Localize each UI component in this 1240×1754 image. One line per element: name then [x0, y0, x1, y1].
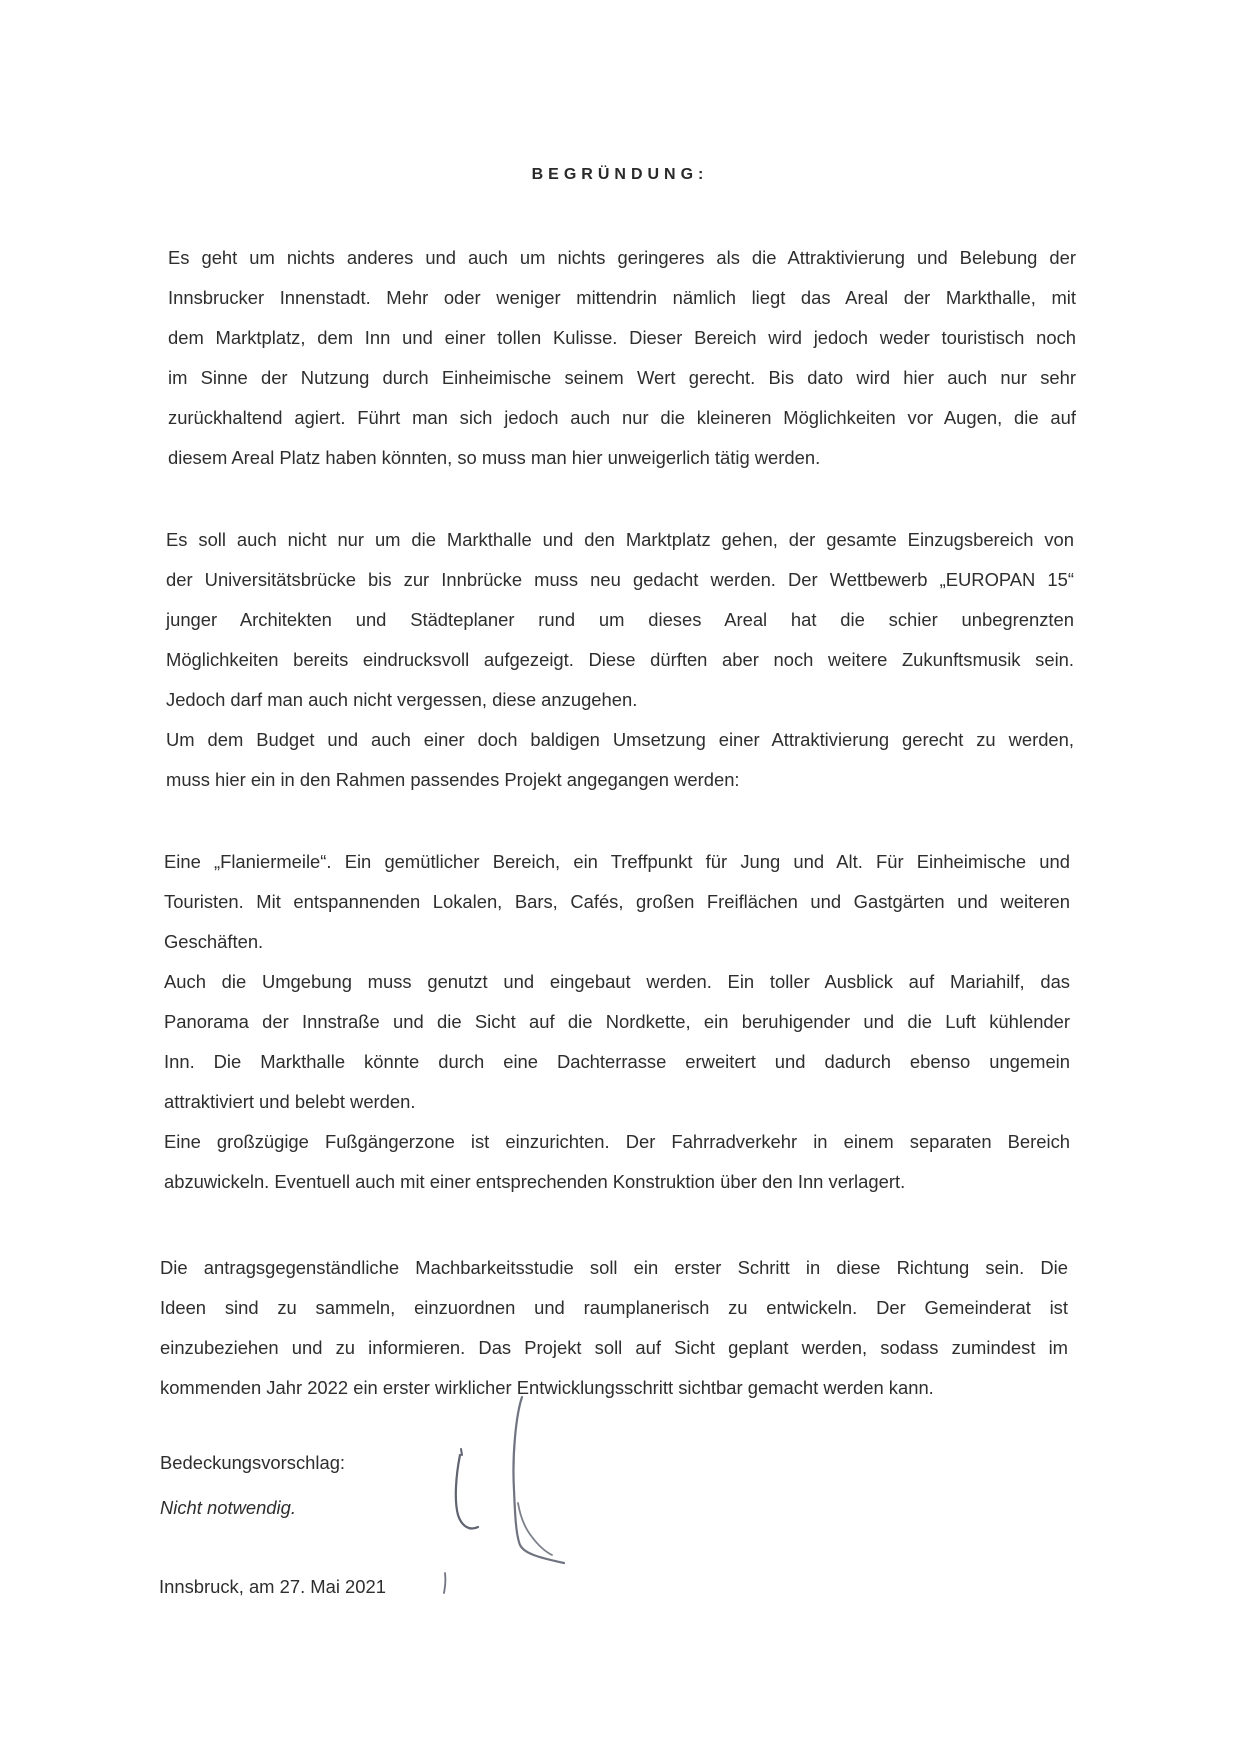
- paragraph-line: Es soll auch nicht nur um die Markthalle und den Marktplatz gehen, der gesamte Einzugsbereich von: [166, 529, 1074, 550]
- paragraph-line: Möglichkeiten bereits eindrucksvoll aufgezeigt. Diese dürften aber noch weitere Zukunftsmusik sein.: [166, 649, 1074, 670]
- paragraph-line: Jedoch darf man auch nicht vergessen, diese anzugehen.: [166, 689, 638, 710]
- paragraph-line: Die antragsgegenständliche Machbarkeitsstudie soll ein erster Schritt in diese Richtung sein. Die: [160, 1257, 1068, 1278]
- paragraph-line: muss hier ein in den Rahmen passendes Projekt angegangen werden:: [166, 769, 740, 790]
- paragraph-line: zurückhaltend agiert. Führt man sich jedoch auch nur die kleineren Möglichkeiten vor Augen, die auf: [168, 407, 1076, 428]
- paragraph-line: junger Architekten und Städteplaner rund um dieses Areal hat die schier unbegrenzten: [166, 609, 1074, 630]
- paragraph-1: [168, 238, 1076, 478]
- paragraph-line: Ideen sind zu sammeln, einzuordnen und raumplanerisch zu entwickeln. Der Gemeinderat ist: [160, 1297, 1068, 1318]
- paragraph-line: der Universitätsbrücke bis zur Innbrücke muss neu gedacht werden. Der Wettbewerb „EUROPAN 15“: [166, 569, 1074, 590]
- signature: [440, 1395, 580, 1595]
- paragraph-line: Panorama der Innstraße und die Sicht auf die Nordkette, ein beruhigender und die Luft kühlender: [164, 1011, 1070, 1032]
- paragraph-line: diesem Areal Platz haben könnten, so muss man hier unweigerlich tätig werden.: [168, 447, 821, 468]
- paragraph-2: [166, 520, 1074, 800]
- paragraph-line: Innsbrucker Innenstadt. Mehr oder weniger mittendrin nämlich liegt das Areal der Markthalle, mit: [168, 287, 1076, 308]
- paragraph-line: Auch die Umgebung muss genutzt und eingebaut werden. Ein toller Ausblick auf Mariahilf, das: [164, 971, 1070, 992]
- paragraph-line: Eine „Flaniermeile“. Ein gemütlicher Bereich, ein Treffpunkt für Jung und Alt. Für Einheimische und: [164, 851, 1070, 872]
- paragraph-line: Touristen. Mit entspannenden Lokalen, Bars, Cafés, großen Freiflächen und Gastgärten und weiteren: [164, 891, 1070, 912]
- coverage-value: Nicht notwendig.: [160, 1497, 296, 1518]
- paragraph-4: [160, 1248, 1068, 1408]
- paragraph-line: Inn. Die Markthalle könnte durch eine Dachterrasse erweitert und dadurch ebenso ungemein: [164, 1051, 1070, 1072]
- place-date: Innsbruck, am 27. Mai 2021: [159, 1576, 386, 1597]
- paragraph-line: attraktiviert und belebt werden.: [164, 1091, 416, 1112]
- paragraph-line: dem Marktplatz, dem Inn und einer tollen Kulisse. Dieser Bereich wird jedoch weder touristisch noch: [168, 327, 1076, 348]
- paragraph-line: Geschäften.: [164, 931, 264, 952]
- paragraph-line: einzubeziehen und zu informieren. Das Projekt soll auf Sicht geplant werden, sodass zumindest im: [160, 1337, 1068, 1358]
- paragraph-line: kommenden Jahr 2022 ein erster wirklicher Entwicklungsschritt sichtbar gemacht werden kann.: [160, 1377, 934, 1398]
- paragraph-line: Um dem Budget und auch einer doch baldigen Umsetzung einer Attraktivierung gerecht zu werden,: [166, 729, 1074, 750]
- coverage-label: Bedeckungsvorschlag:: [160, 1452, 346, 1473]
- paragraph-line: abzuwickeln. Eventuell auch mit einer entsprechenden Konstruktion über den Inn verlagert.: [164, 1171, 906, 1192]
- paragraph-line: im Sinne der Nutzung durch Einheimische seinem Wert gerecht. Bis dato wird hier auch nur sehr: [168, 367, 1076, 388]
- paragraph-line: Eine großzügige Fußgängerzone ist einzurichten. Der Fahrradverkehr in einem separaten Bereich: [164, 1131, 1070, 1152]
- paragraph-3: [164, 842, 1070, 1202]
- page-title: BEGRÜNDUNG:: [531, 166, 709, 183]
- paragraph-line: Es geht um nichts anderes und auch um nichts geringeres als die Attraktivierung und Belebung der: [168, 247, 1076, 268]
